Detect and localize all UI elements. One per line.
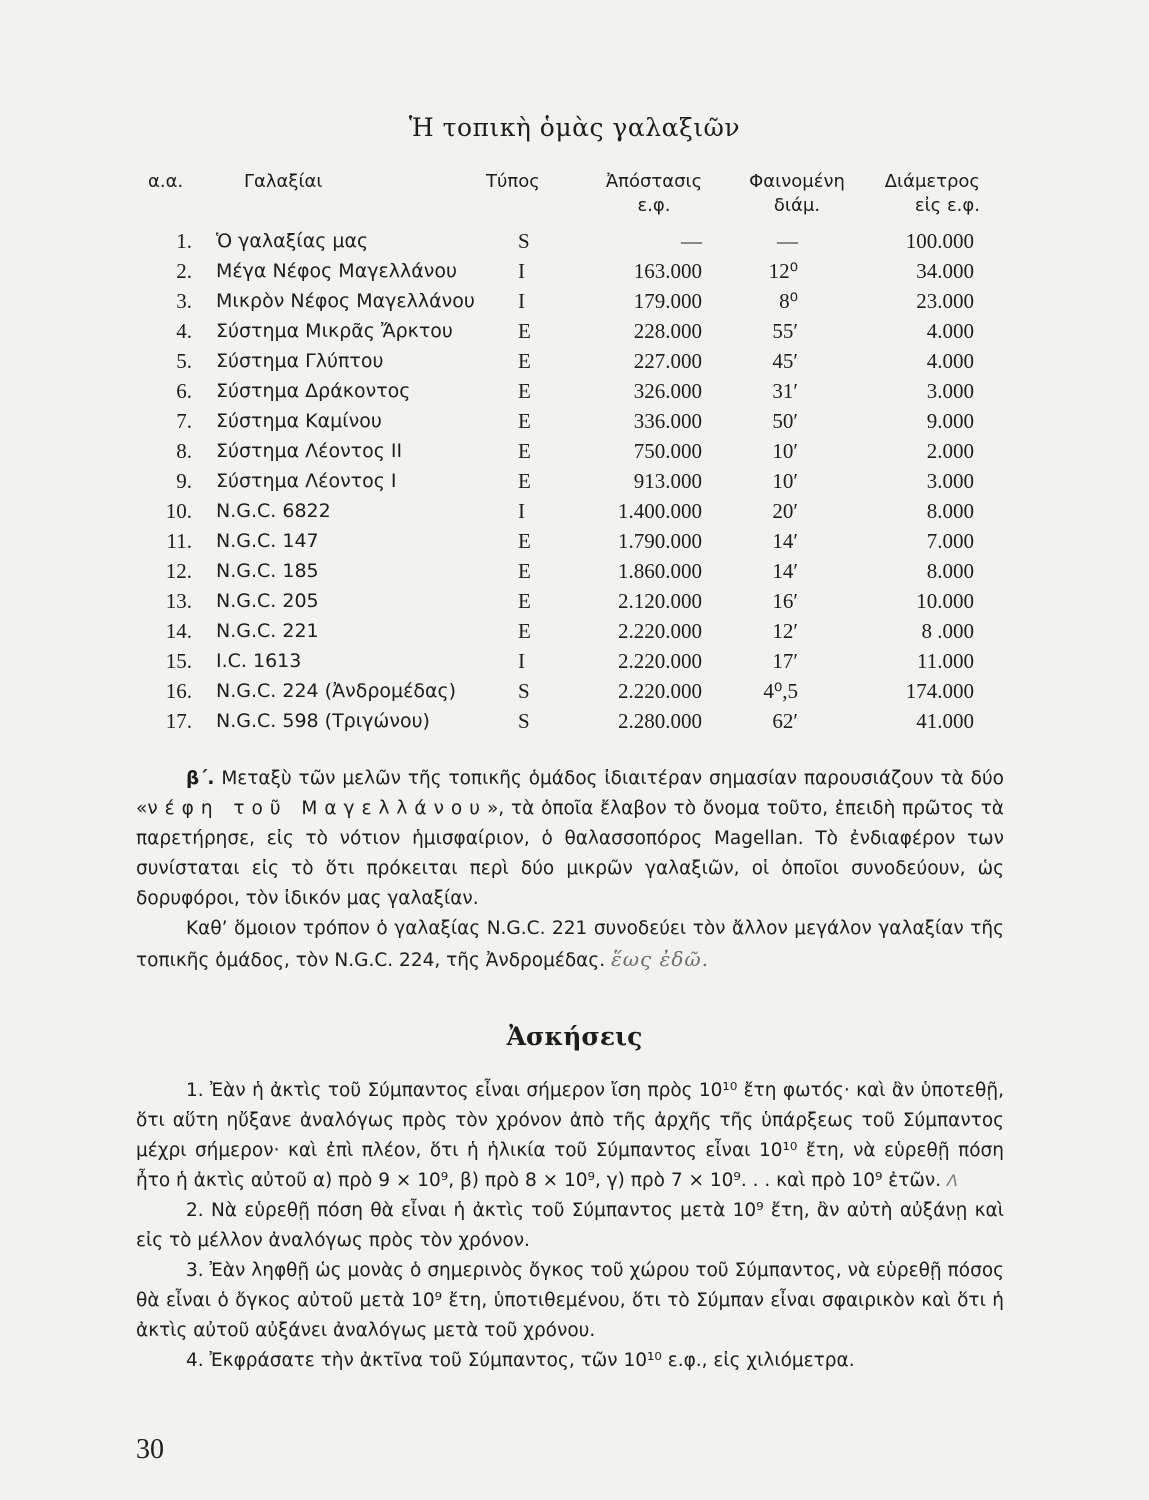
galaxy-type: S [518, 679, 530, 703]
apparent-diameter-value: 14′ [772, 559, 798, 583]
apparent-diameter-value: — [777, 229, 798, 253]
table-row [0, 226, 1149, 256]
table-row [0, 346, 1149, 376]
header-apparent-line1: Φαινομένη [749, 171, 845, 192]
diameter-value: 2.000 [926, 439, 974, 463]
table-row [0, 496, 1149, 526]
diameter-value: 7.000 [926, 529, 974, 553]
galaxy-name: I.C. 1613 [216, 650, 302, 672]
table-row [0, 646, 1149, 676]
distance-value: 1.860.000 [618, 559, 702, 583]
exercise-3: 3. Ἐὰν ληφθῇ ὡς μονὰς ὁ σημερινὸς ὄγκος τοῦ χώρου τοῦ Σύμπαντος, νὰ εὑρεθῇ πόσος θὰ εἶναι ὁ ὄγκος αὐτοῦ μετὰ 10⁹ ἔτη, ὑποτιθεμένου, ὅτι τὸ Σύμπαν εἶναι σφαιρικὸν καὶ ὅτι ἡ ἀκτὶς αὐτοῦ αὐξάνει ἀναλόγως μετὰ τοῦ χρόνου. [136, 1260, 1004, 1341]
diameter-value: 4.000 [926, 349, 974, 373]
apparent-diameter-value: 8⁰ [779, 289, 798, 313]
galaxy-name: Σύστημα Δράκοντος [216, 380, 411, 402]
galaxy-type: S [518, 229, 530, 253]
distance-value: 326.000 [633, 379, 702, 403]
row-number: 14. [165, 619, 192, 643]
row-number: 4. [176, 319, 192, 343]
header-apparent-diameter [738, 170, 856, 218]
galaxy-name: N.G.C. 598 (Τριγώνου) [216, 710, 430, 732]
table-row [0, 586, 1149, 616]
galaxy-name: Μικρὸν Νέφος Μαγελλάνου [216, 290, 475, 312]
apparent-diameter-value: 14′ [772, 529, 798, 553]
diameter-value: 9.000 [926, 409, 974, 433]
exercise-4: 4. Ἐκφράσατε τὴν ἀκτῖνα τοῦ Σύμπαντος, τῶν 10¹⁰ ε.φ., εἰς χιλιόμετρα. [186, 1350, 855, 1371]
table-row [0, 316, 1149, 346]
diameter-value: 8 .000 [921, 619, 974, 643]
table-row [0, 466, 1149, 496]
exercise-1 [136, 1076, 1004, 1196]
row-number: 12. [165, 559, 192, 583]
table-row [0, 436, 1149, 466]
galaxy-name: N.G.C. 185 [216, 560, 319, 582]
galaxy-name: Σύστημα Λέοντος I [216, 470, 397, 492]
galaxy-type: E [518, 319, 531, 343]
apparent-diameter-value: 4⁰,5 [763, 679, 798, 703]
galaxy-type: E [518, 589, 531, 613]
pencil-mark: Λ [947, 1171, 958, 1190]
distance-value: 1.400.000 [618, 499, 702, 523]
header-diameter [884, 170, 980, 218]
apparent-diameter-value: 31′ [772, 379, 798, 403]
table-row [0, 376, 1149, 406]
exercise-1-text: 1. Ἐὰν ἡ ἀκτὶς τοῦ Σύμπαντος εἶναι σήμερον ἴση πρὸς 10¹⁰ ἔτη φωτός· καὶ ἂν ὑποτεθῇ, ὅτι αὕτη ηὔξανε ἀναλόγως πρὸς τὸν χρόνον ἀπὸ τῆς ἀρχῆς τῆς ὑπάρξεως τοῦ Σύμπαντος μέχρι σήμερον· καὶ ἐπὶ πλέον, ὅτι ἡ ἡλικία τοῦ Σύμπαντος εἶναι 10¹⁰ ἔτη, νὰ εὑρεθῇ πόση ἦτο ἡ ἀκτὶς αὐτοῦ α) πρὸ 9 × 10⁹, β) πρὸ 8 × 10⁹, γ) πρὸ 7 × 10⁹. . . καὶ πρὸ 10⁹ ἐτῶν. [136, 1080, 1004, 1191]
page-number: 30 [136, 1434, 164, 1465]
galaxy-type: E [518, 379, 531, 403]
distance-value: 179.000 [633, 289, 702, 313]
table-row [0, 256, 1149, 286]
paragraph-beta-main [136, 764, 1004, 914]
exercises-heading: Ἀσκήσεις [506, 1022, 643, 1051]
galaxy-type: I [518, 499, 525, 523]
table-row [0, 676, 1149, 706]
row-number: 1. [176, 229, 192, 253]
distance-value: 1.790.000 [618, 529, 702, 553]
header-diameter-line1: Διάμετρος [884, 171, 980, 192]
diameter-value: 3.000 [926, 469, 974, 493]
paragraph-text-1: Μεταξὺ τῶν μελῶν τῆς τοπικῆς ὁμάδος ἰδιαιτέραν σημασίαν παρουσιάζουν τὰ δύο « [136, 768, 1004, 819]
paragraph-text-3: Καθ’ ὅμοιον τρόπον ὁ γαλαξίας N.G.C. 221 συνοδεύει τὸν ἄλλον μεγάλον γαλαξίαν τῆς τοπικῆς ὁμάδος, τὸν N.G.C. 224, τῆς Ἀνδρομέδας. [136, 918, 1004, 971]
distance-value: 2.220.000 [618, 649, 702, 673]
apparent-diameter-value: 10′ [772, 439, 798, 463]
galaxy-name: Σύστημα Λέοντος II [216, 440, 403, 462]
distance-value: 228.000 [633, 319, 702, 343]
header-index: α.α. [148, 171, 184, 192]
row-number: 2. [176, 259, 192, 283]
table-row [0, 616, 1149, 646]
diameter-value: 11.000 [917, 649, 974, 673]
galaxy-name: Σύστημα Μικρᾶς Ἄρκτου [216, 320, 453, 342]
galaxy-name: Σύστημα Γλύπτου [216, 350, 384, 372]
row-number: 3. [176, 289, 192, 313]
diameter-value: 8.000 [926, 559, 974, 583]
row-number: 7. [176, 409, 192, 433]
distance-value: 913.000 [633, 469, 702, 493]
apparent-diameter-value: 10′ [772, 469, 798, 493]
row-number: 11. [166, 529, 192, 553]
row-number: 15. [165, 649, 192, 673]
exercises-list [136, 1076, 1004, 1376]
header-diameter-line2: εἰς ε.φ. [914, 195, 980, 216]
header-apparent-line2: διάμ. [773, 195, 821, 216]
galaxy-name: N.G.C. 6822 [216, 500, 331, 522]
apparent-diameter-value: 55′ [772, 319, 798, 343]
diameter-value: 3.000 [926, 379, 974, 403]
row-number: 16. [165, 679, 192, 703]
table-row [0, 406, 1149, 436]
galaxy-type: E [518, 619, 531, 643]
table-title: Ἡ τοπικὴ ὁμὰς γαλαξιῶν [408, 113, 741, 142]
galaxy-name: Σύστημα Καμίνου [216, 410, 382, 432]
table-row [0, 556, 1149, 586]
galaxy-name: N.G.C. 224 (Ἀνδρομέδας) [216, 680, 457, 702]
header-type: Τύπος [486, 171, 540, 192]
row-number: 8. [176, 439, 192, 463]
paragraph-text-2: », τὰ ὁποῖα ἔλαβον τὸ ὄνομα τοῦτο, ἐπειδὴ πρῶτος τὰ παρετήρησε, εἰς τὸ νότιον ἡμισφαίριον, ὁ θαλασσοπόρος Magellan. Τὸ ἐνδιαφέρον των συνίσταται εἰς τὸ ὅτι πρόκειται περὶ δύο μικρῶν γαλαξιῶν, οἱ ὁποῖοι συνοδεύουν, ὡς δορυφόροι, τὸν ἰδικόν μας γαλαξίαν. [136, 798, 1004, 909]
diameter-value: 8.000 [926, 499, 974, 523]
paragraph-spaced-term: νέφη τοῦ Μαγελλάνου [147, 798, 487, 819]
galaxy-type: E [518, 559, 531, 583]
distance-value: 2.220.000 [618, 619, 702, 643]
row-number: 17. [165, 709, 192, 733]
distance-value: 2.220.000 [618, 679, 702, 703]
exercise-2: 2. Νὰ εὑρεθῇ πόση θὰ εἶναι ἡ ἀκτὶς τοῦ Σύμπαντος μετὰ 10⁹ ἔτη, ἂν αὐτὴ αὐξάνῃ καὶ εἰς τὸ μέλλον ἀναλόγως πρὸς τὸν χρόνον. [136, 1200, 1004, 1251]
distance-value: 163.000 [633, 259, 702, 283]
galaxy-name: N.G.C. 147 [216, 530, 319, 552]
galaxy-type: I [518, 289, 525, 313]
diameter-value: 34.000 [916, 259, 974, 283]
apparent-diameter-value: 62′ [772, 709, 798, 733]
diameter-value: 174.000 [905, 679, 974, 703]
distance-value: 2.120.000 [618, 589, 702, 613]
handwritten-note: ἕως ἐδῶ. [611, 947, 710, 971]
diameter-value: 41.000 [916, 709, 974, 733]
apparent-diameter-value: 50′ [772, 409, 798, 433]
table-row [0, 706, 1149, 736]
row-number: 10. [165, 499, 192, 523]
diameter-value: 23.000 [916, 289, 974, 313]
paragraph-beta [136, 764, 1004, 976]
apparent-diameter-value: 12′ [772, 619, 798, 643]
diameter-value: 100.000 [905, 229, 974, 253]
header-distance-line1: Ἀπόστασις [605, 171, 703, 192]
table-row [0, 286, 1149, 316]
diameter-value: 10.000 [916, 589, 974, 613]
apparent-diameter-value: 16′ [772, 589, 798, 613]
header-galaxies: Γαλαξίαι [244, 171, 323, 192]
paragraph-beta-second [136, 914, 1004, 976]
header-distance-line2: ε.φ. [637, 195, 671, 216]
apparent-diameter-value: 20′ [772, 499, 798, 523]
galaxy-type: E [518, 439, 531, 463]
galaxy-type: E [518, 409, 531, 433]
distance-value: — [681, 229, 702, 253]
distance-value: 227.000 [633, 349, 702, 373]
row-number: 5. [176, 349, 192, 373]
distance-value: 336.000 [633, 409, 702, 433]
diameter-value: 4.000 [926, 319, 974, 343]
galaxy-name: N.G.C. 221 [216, 620, 319, 642]
distance-value: 2.280.000 [618, 709, 702, 733]
row-number: 9. [176, 469, 192, 493]
galaxy-type: E [518, 529, 531, 553]
galaxy-type: E [518, 469, 531, 493]
galaxy-type: S [518, 709, 530, 733]
paragraph-marker: β΄. [186, 768, 215, 789]
galaxy-type: I [518, 259, 525, 283]
row-number: 13. [165, 589, 192, 613]
galaxy-type: E [518, 349, 531, 373]
table-row [0, 526, 1149, 556]
apparent-diameter-value: 12⁰ [768, 259, 798, 283]
galaxy-type: I [518, 649, 525, 673]
distance-value: 750.000 [633, 439, 702, 463]
apparent-diameter-value: 45′ [772, 349, 798, 373]
galaxy-name: Μέγα Νέφος Μαγελλάνου [216, 260, 457, 282]
row-number: 6. [176, 379, 192, 403]
header-distance [580, 170, 728, 218]
apparent-diameter-value: 17′ [772, 649, 798, 673]
galaxy-name: Ὁ γαλαξίας μας [216, 230, 369, 252]
galaxy-name: N.G.C. 205 [216, 590, 319, 612]
